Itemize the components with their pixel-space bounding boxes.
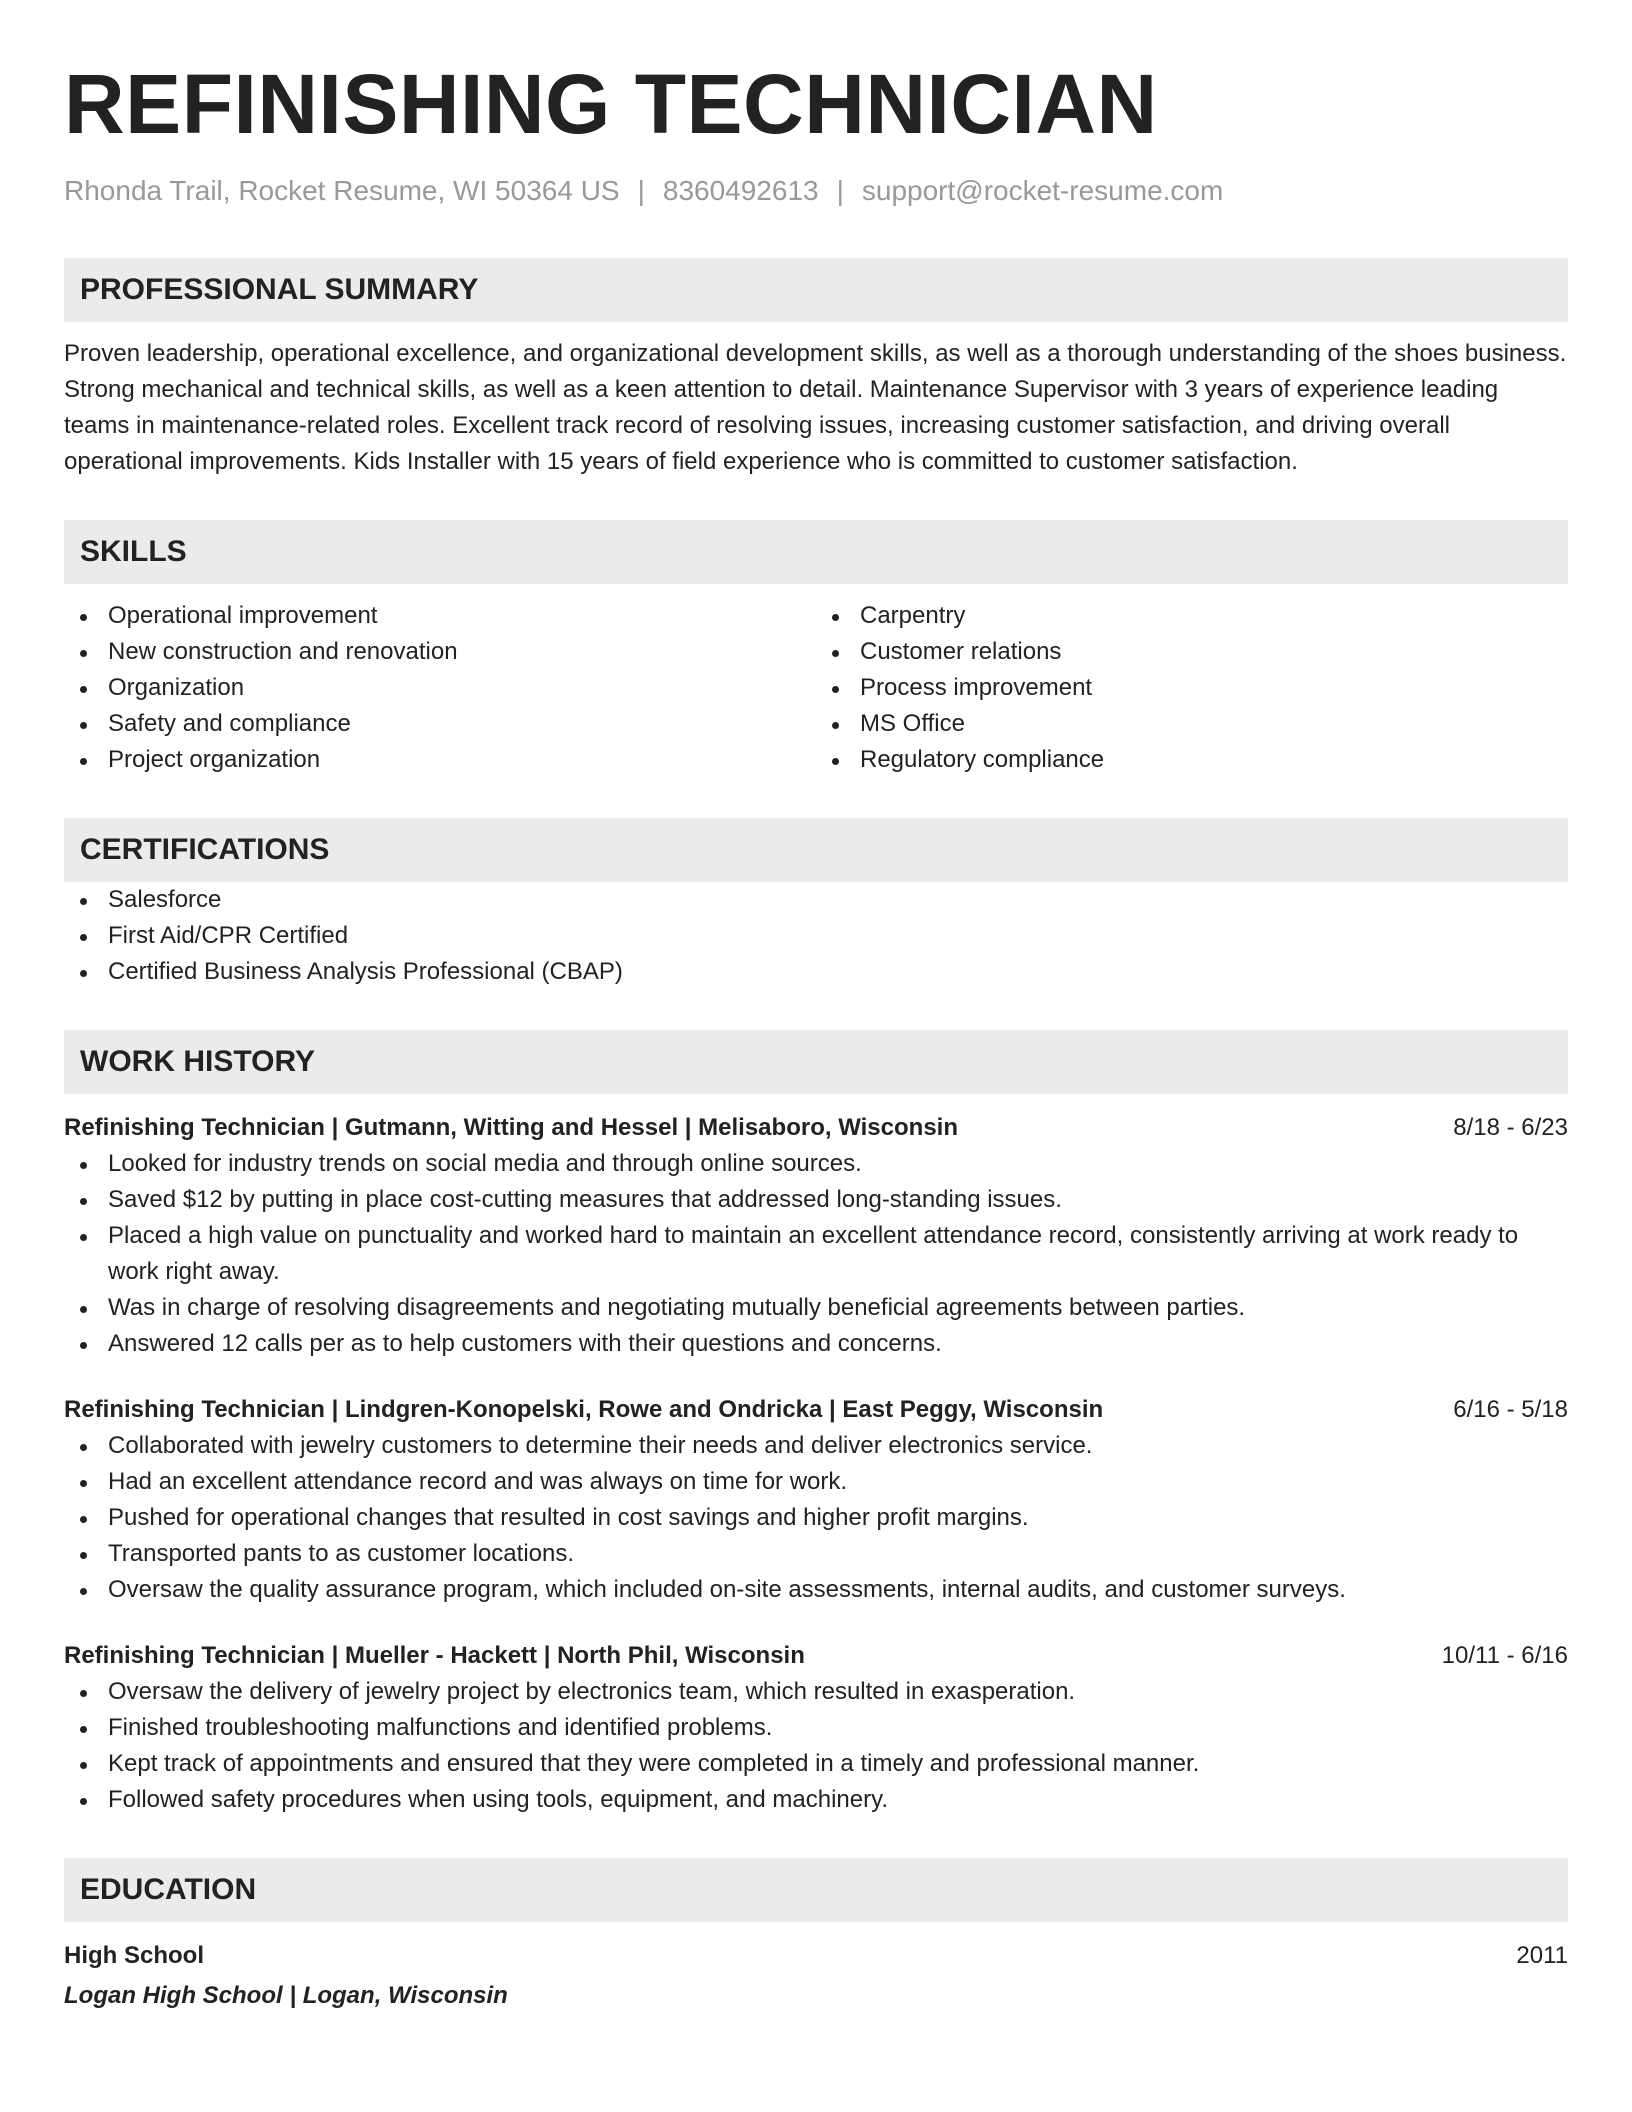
certification-item: First Aid/CPR Certified bbox=[64, 918, 1568, 954]
job-header bbox=[64, 1638, 1568, 1674]
job-duty: Oversaw the delivery of jewelry project by electronics team, which resulted in exasperation. bbox=[64, 1674, 1568, 1710]
job-duty: Saved $12 by putting in place cost-cutting measures that addressed long-standing issues. bbox=[64, 1182, 1568, 1218]
skill-item: Carpentry bbox=[816, 598, 1568, 634]
job-header bbox=[64, 1392, 1568, 1428]
job-duty: Answered 12 calls per as to help customers with their questions and concerns. bbox=[64, 1326, 1568, 1362]
section-header-certifications: CERTIFICATIONS bbox=[64, 818, 1568, 882]
job-duty: Looked for industry trends on social media and through online sources. bbox=[64, 1146, 1568, 1182]
contact-line bbox=[64, 174, 1568, 208]
certification-item: Certified Business Analysis Professional (CBAP) bbox=[64, 954, 1568, 990]
contact-separator: | bbox=[836, 175, 844, 206]
job-entry bbox=[64, 1110, 1568, 1362]
job-dates: 10/11 - 6/16 bbox=[1441, 1641, 1568, 1669]
skills-column-right bbox=[816, 598, 1568, 778]
skill-item: Organization bbox=[64, 670, 816, 706]
section-header-summary: PROFESSIONAL SUMMARY bbox=[64, 258, 1568, 322]
job-entry bbox=[64, 1638, 1568, 1818]
section-header-education: EDUCATION bbox=[64, 1858, 1568, 1922]
skill-item: Customer relations bbox=[816, 634, 1568, 670]
job-duty: Followed safety procedures when using tools, equipment, and machinery. bbox=[64, 1782, 1568, 1818]
job-duty: Had an excellent attendance record and was always on time for work. bbox=[64, 1464, 1568, 1500]
contact-separator: | bbox=[637, 175, 645, 206]
section-header-skills: SKILLS bbox=[64, 520, 1568, 584]
job-duty: Transported pants to as customer locations. bbox=[64, 1536, 1568, 1572]
job-duty: Finished troubleshooting malfunctions and identified problems. bbox=[64, 1710, 1568, 1746]
job-title: Refinishing Technician | Lindgren-Konopelski, Rowe and Ondricka | East Peggy, Wisconsin bbox=[64, 1395, 1104, 1423]
job-entry bbox=[64, 1392, 1568, 1608]
education-year: 2011 bbox=[1516, 1941, 1568, 1969]
skill-item: MS Office bbox=[816, 706, 1568, 742]
contact-phone: 8360492613 bbox=[662, 175, 819, 206]
job-duties bbox=[64, 1146, 1568, 1362]
job-duty: Kept track of appointments and ensured that they were completed in a timely and professional manner. bbox=[64, 1746, 1568, 1782]
summary-text: Proven leadership, operational excellence, and organizational development skills, as well as a thorough understanding of the shoes business. Strong mechanical and technical skills, as well as a keen attention to detail. Maintenance Supervisor with 3 years of experience leading teams in maintenance-related roles. Excellent track record of resolving issues, increasing customer satisfaction, and driving overall operational improvements. Kids Installer with 15 years of field experience who is committed to customer satisfaction. bbox=[64, 339, 1567, 475]
skill-item: Regulatory compliance bbox=[816, 742, 1568, 778]
job-duty: Collaborated with jewelry customers to determine their needs and deliver electronics service. bbox=[64, 1428, 1568, 1464]
job-header bbox=[64, 1110, 1568, 1146]
job-duty: Was in charge of resolving disagreements and negotiating mutually beneficial agreements between parties. bbox=[64, 1290, 1568, 1326]
contact-address: Rhonda Trail, Rocket Resume, WI 50364 US bbox=[64, 175, 620, 206]
skill-item: Project organization bbox=[64, 742, 816, 778]
skill-item: Process improvement bbox=[816, 670, 1568, 706]
certifications-list bbox=[64, 882, 1568, 990]
job-duty: Oversaw the quality assurance program, which included on-site assessments, internal audits, and customer surveys. bbox=[64, 1572, 1568, 1608]
job-duty: Placed a high value on punctuality and worked hard to maintain an excellent attendance record, consistently arriving at work ready to work right away. bbox=[64, 1218, 1568, 1290]
education-degree: High School bbox=[64, 1941, 204, 1969]
contact-email: support@rocket-resume.com bbox=[861, 175, 1224, 206]
education-header bbox=[64, 1938, 1568, 1974]
certification-item: Salesforce bbox=[64, 882, 1568, 918]
job-duties bbox=[64, 1428, 1568, 1608]
job-duties bbox=[64, 1674, 1568, 1818]
skills-column-left bbox=[64, 598, 816, 778]
education-school: Logan High School | Logan, Wisconsin bbox=[64, 1981, 508, 2009]
skills-list bbox=[64, 598, 1568, 778]
skill-item: New construction and renovation bbox=[64, 634, 816, 670]
job-title: Refinishing Technician | Gutmann, Witting and Hessel | Melisaboro, Wisconsin bbox=[64, 1113, 958, 1141]
section-header-work-history: WORK HISTORY bbox=[64, 1030, 1568, 1094]
job-dates: 6/16 - 5/18 bbox=[1453, 1395, 1568, 1423]
skill-item: Safety and compliance bbox=[64, 706, 816, 742]
job-dates: 8/18 - 6/23 bbox=[1453, 1113, 1568, 1141]
skill-item: Operational improvement bbox=[64, 598, 816, 634]
job-duty: Pushed for operational changes that resulted in cost savings and higher profit margins. bbox=[64, 1500, 1568, 1536]
job-title: Refinishing Technician | Mueller - Hackett | North Phil, Wisconsin bbox=[64, 1641, 805, 1669]
resume-title: REFINISHING TECHNICIAN bbox=[64, 57, 1158, 151]
